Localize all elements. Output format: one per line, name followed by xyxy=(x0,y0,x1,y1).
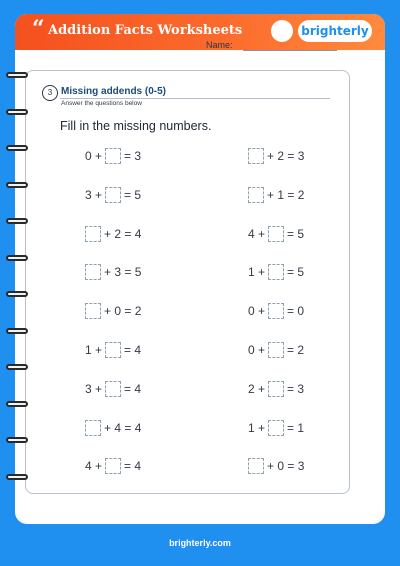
answer-box[interactable] xyxy=(268,303,284,319)
binding-coil xyxy=(6,72,28,78)
binding-coil xyxy=(6,328,28,334)
sum-value: = 5 xyxy=(124,265,142,280)
equation-right-7 xyxy=(248,380,304,398)
sum-value: = 2 xyxy=(287,343,305,357)
addend-b: 3 xyxy=(111,265,125,280)
binding-coil xyxy=(6,364,28,370)
answer-box[interactable] xyxy=(85,264,101,280)
plus-sign: + xyxy=(258,265,266,280)
plus-sign: + xyxy=(267,187,275,202)
plus-sign: + xyxy=(95,381,103,396)
binding-coil xyxy=(6,145,28,151)
binding-coil xyxy=(6,218,28,224)
sum-value: = 3 xyxy=(287,459,305,474)
equation-left-5 xyxy=(85,302,141,320)
equation-right-9 xyxy=(248,457,304,475)
section-number-badge: 3 xyxy=(42,85,58,101)
answer-box[interactable] xyxy=(248,148,264,164)
instructions-text: Fill in the missing numbers. xyxy=(60,119,212,133)
plus-sign: + xyxy=(95,459,103,474)
addend-a: 4 xyxy=(85,459,96,474)
equation-right-3 xyxy=(248,225,304,243)
answer-box[interactable] xyxy=(85,420,101,436)
answer-box[interactable] xyxy=(268,226,284,242)
equation-left-9 xyxy=(85,457,141,475)
answer-box[interactable] xyxy=(85,226,101,242)
answer-box[interactable] xyxy=(105,458,121,474)
plus-sign: + xyxy=(95,343,103,357)
answer-box[interactable] xyxy=(248,187,264,203)
equation-left-1 xyxy=(85,147,141,165)
sum-value: = 4 xyxy=(124,420,142,435)
quote-icon: “ xyxy=(32,16,45,42)
plus-sign: + xyxy=(104,304,112,319)
name-field-line[interactable] xyxy=(243,50,337,51)
addend-a: 0 xyxy=(248,304,259,319)
section-divider xyxy=(60,98,330,99)
plus-sign: + xyxy=(95,149,103,163)
addend-a: 3 xyxy=(85,381,96,396)
sum-value: = 3 xyxy=(287,381,305,396)
answer-box[interactable] xyxy=(268,342,284,358)
addend-b: 2 xyxy=(111,226,125,241)
plus-sign: + xyxy=(104,265,112,280)
answer-box[interactable] xyxy=(105,148,121,164)
answer-box[interactable] xyxy=(248,458,264,474)
sum-value: = 5 xyxy=(124,187,142,202)
brighterly-logo: brighterly xyxy=(298,20,372,42)
equation-right-1 xyxy=(248,147,304,165)
addend-a: 0 xyxy=(85,149,96,163)
plus-sign: + xyxy=(267,149,275,163)
circle-icon xyxy=(271,20,293,42)
equation-right-4 xyxy=(248,263,304,281)
sum-value: = 2 xyxy=(287,187,305,202)
sum-value: = 3 xyxy=(287,149,305,163)
plus-sign: + xyxy=(95,187,103,202)
answer-box[interactable] xyxy=(85,303,101,319)
footer-website: brighterly.com xyxy=(169,538,231,548)
addend-a: 1 xyxy=(85,343,96,357)
answer-box[interactable] xyxy=(105,342,121,358)
addend-b: 4 xyxy=(111,420,125,435)
sum-value: = 4 xyxy=(124,459,142,474)
worksheet-title: Addition Facts Worksheets xyxy=(48,23,243,38)
binding-coil xyxy=(6,291,28,297)
equation-left-2 xyxy=(85,186,141,204)
sum-value: = 4 xyxy=(124,381,142,396)
sum-value: = 1 xyxy=(287,420,305,435)
plus-sign: + xyxy=(258,420,266,435)
binding-coil xyxy=(6,109,28,115)
addend-a: 1 xyxy=(248,420,259,435)
binding-coil xyxy=(6,255,28,261)
section-subtitle: Answer the questions below xyxy=(61,100,142,107)
equation-right-5 xyxy=(248,302,304,320)
equation-right-2 xyxy=(248,186,304,204)
plus-sign: + xyxy=(104,420,112,435)
section-title: Missing addends (0-5) xyxy=(61,86,167,97)
addend-a: 1 xyxy=(248,265,259,280)
plus-sign: + xyxy=(258,304,266,319)
sum-value: = 0 xyxy=(287,304,305,319)
binding-coil xyxy=(6,401,28,407)
sum-value: = 2 xyxy=(124,304,142,319)
binding-coil xyxy=(6,182,28,188)
plus-sign: + xyxy=(267,459,275,474)
answer-box[interactable] xyxy=(105,381,121,397)
sum-value: = 4 xyxy=(124,226,142,241)
addend-b: 1 xyxy=(274,187,288,202)
sum-value: = 4 xyxy=(124,343,142,357)
equation-right-8 xyxy=(248,419,304,437)
equation-left-6 xyxy=(85,341,141,359)
answer-box[interactable] xyxy=(105,187,121,203)
plus-sign: + xyxy=(104,226,112,241)
addend-a: 0 xyxy=(248,343,259,357)
answer-box[interactable] xyxy=(268,420,284,436)
addend-b: 0 xyxy=(274,459,288,474)
name-label: Name: xyxy=(206,40,233,50)
addend-a: 4 xyxy=(248,226,259,241)
equation-left-7 xyxy=(85,380,141,398)
sum-value: = 5 xyxy=(287,265,305,280)
sum-value: = 3 xyxy=(124,149,142,163)
addend-a: 3 xyxy=(85,187,96,202)
equation-left-4 xyxy=(85,263,141,281)
equation-left-3 xyxy=(85,225,141,243)
equation-left-8 xyxy=(85,419,141,437)
plus-sign: + xyxy=(258,343,266,357)
answer-box[interactable] xyxy=(268,264,284,280)
plus-sign: + xyxy=(258,381,266,396)
binding-coil xyxy=(6,437,28,443)
addend-b: 0 xyxy=(111,304,125,319)
header-bar xyxy=(15,14,385,50)
equation-right-6 xyxy=(248,341,304,359)
answer-box[interactable] xyxy=(268,381,284,397)
addend-a: 2 xyxy=(248,381,259,396)
sum-value: = 5 xyxy=(287,226,305,241)
plus-sign: + xyxy=(258,226,266,241)
addend-b: 2 xyxy=(274,149,288,163)
binding-coil xyxy=(6,474,28,480)
